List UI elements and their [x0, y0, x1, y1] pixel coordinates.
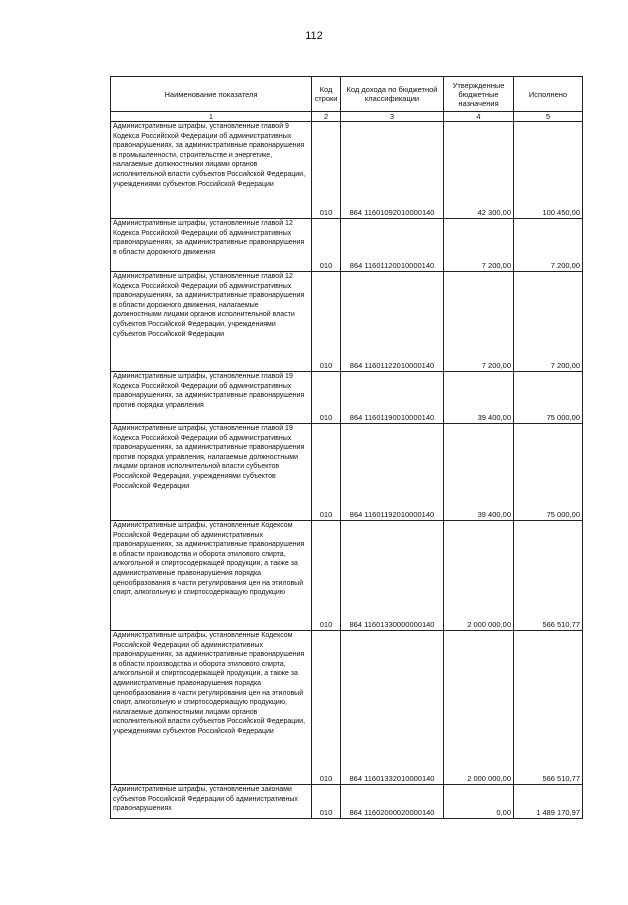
indicator-name: Административные штрафы, установленные главой 19 Кодекса Российской Федерации об административных правонарушениях, за административные правонарушения против порядка управления — [111, 372, 312, 424]
header-indicator-name: Наименование показателя — [111, 77, 312, 112]
income-code: 864 11601330000000140 — [341, 521, 444, 631]
executed-amount: 7 200,00 — [514, 219, 583, 272]
line-code: 010 — [312, 219, 341, 272]
column-number: 3 — [341, 112, 444, 122]
header-row — [111, 77, 583, 112]
table-row — [111, 424, 583, 521]
indicator-name: Административные штрафы, установленные главой 19 Кодекса Российской Федерации об административных правонарушениях, за административные правонарушения против порядка управления, налагаемые должностными лицами органов исполнительной власти субъектов Российской Федерации, учреждениями субъектов Российской Федерации — [111, 424, 312, 521]
approved-amount: 2 000 000,00 — [444, 631, 514, 785]
approved-amount: 7 200,00 — [444, 219, 514, 272]
income-code: 864 11601122010000140 — [341, 272, 444, 372]
column-number: 2 — [312, 112, 341, 122]
income-code: 864 11601190010000140 — [341, 372, 444, 424]
indicator-name: Административные штрафы, установленные законами субъектов Российской Федерации об административных правонарушениях — [111, 785, 312, 819]
line-code: 010 — [312, 631, 341, 785]
line-code: 010 — [312, 521, 341, 631]
income-code: 864 11601332010000140 — [341, 631, 444, 785]
line-code: 010 — [312, 372, 341, 424]
income-code: 864 11602000020000140 — [341, 785, 444, 819]
line-code: 010 — [312, 424, 341, 521]
executed-amount: 100 450,00 — [514, 122, 583, 219]
page-number: 112 — [305, 30, 323, 42]
header-line-code: Код строки — [312, 77, 341, 112]
indicator-name: Административные штрафы, установленные главой 9 Кодекса Российской Федерации об административных правонарушениях, за административные правонарушения в промышленности, строительстве и энергетике, налагаемые должностными лицами органов исполнительной власти субъектов Российской Федерации, учреждениями субъектов Российской Федерации — [111, 122, 312, 219]
line-code: 010 — [312, 272, 341, 372]
approved-amount: 2 000 000,00 — [444, 521, 514, 631]
executed-amount: 7 200,00 — [514, 272, 583, 372]
table-row — [111, 219, 583, 272]
indicator-name: Административные штрафы, установленные главой 12 Кодекса Российской Федерации об административных правонарушениях, за административные правонарушения в области дорожного движения, налагаемые должностными лицами органов исполнительной власти субъектов Российской Федерации, учреждениями субъектов Российской Федерации — [111, 272, 312, 372]
header-executed: Исполнено — [514, 77, 583, 112]
income-code: 864 11601192010000140 — [341, 424, 444, 521]
approved-amount: 39 400,00 — [444, 372, 514, 424]
header-income-code: Код дохода по бюджетной классификации — [341, 77, 444, 112]
table-row — [111, 122, 583, 219]
indicator-name: Административные штрафы, установленные главой 12 Кодекса Российской Федерации об административных правонарушениях, за административные правонарушения в области дорожного движения — [111, 219, 312, 272]
approved-amount: 7 200,00 — [444, 272, 514, 372]
indicator-name: Административные штрафы, установленные Кодексом Российской Федерации об административных правонарушениях, за административные правонарушения в области производства и оборота этилового спирта, алкогольной и спиртосодержащей продукции, а также за административные правонарушения порядка ценообразования в части регулирования цен на этиловый спирт, алкогольную и спиртосодержащую продукцию, налагаемые должностными лицами органов исполнительной власти субъектов Российской Федерации, учреждениями субъектов Российской Федерации — [111, 631, 312, 785]
approved-amount: 0,00 — [444, 785, 514, 819]
executed-amount: 75 000,00 — [514, 372, 583, 424]
executed-amount: 1 489 170,97 — [514, 785, 583, 819]
line-code: 010 — [312, 785, 341, 819]
executed-amount: 75 000,00 — [514, 424, 583, 521]
executed-amount: 566 510,77 — [514, 521, 583, 631]
income-code: 864 11601092010000140 — [341, 122, 444, 219]
income-code: 864 11601120010000140 — [341, 219, 444, 272]
column-number: 1 — [111, 112, 312, 122]
indicator-name: Административные штрафы, установленные Кодексом Российской Федерации об административных правонарушениях, за административные правонарушения в области производства и оборота этилового спирта, алкогольной и спиртосодержащей продукции, а также за административные правонарушения порядка ценообразования в части регулирования цен на этиловый спирт, алкогольную и спиртосодержащую продукцию — [111, 521, 312, 631]
table-row — [111, 272, 583, 372]
table-row — [111, 521, 583, 631]
approved-amount: 42 300,00 — [444, 122, 514, 219]
budget-execution-table — [110, 76, 583, 819]
column-number: 5 — [514, 112, 583, 122]
executed-amount: 566 510,77 — [514, 631, 583, 785]
table-row — [111, 372, 583, 424]
header-approved: Утвержденные бюджетные назначения — [444, 77, 514, 112]
line-code: 010 — [312, 122, 341, 219]
table-row — [111, 785, 583, 819]
column-number: 4 — [444, 112, 514, 122]
column-number-row — [111, 112, 583, 122]
table-row — [111, 631, 583, 785]
approved-amount: 39 400,00 — [444, 424, 514, 521]
